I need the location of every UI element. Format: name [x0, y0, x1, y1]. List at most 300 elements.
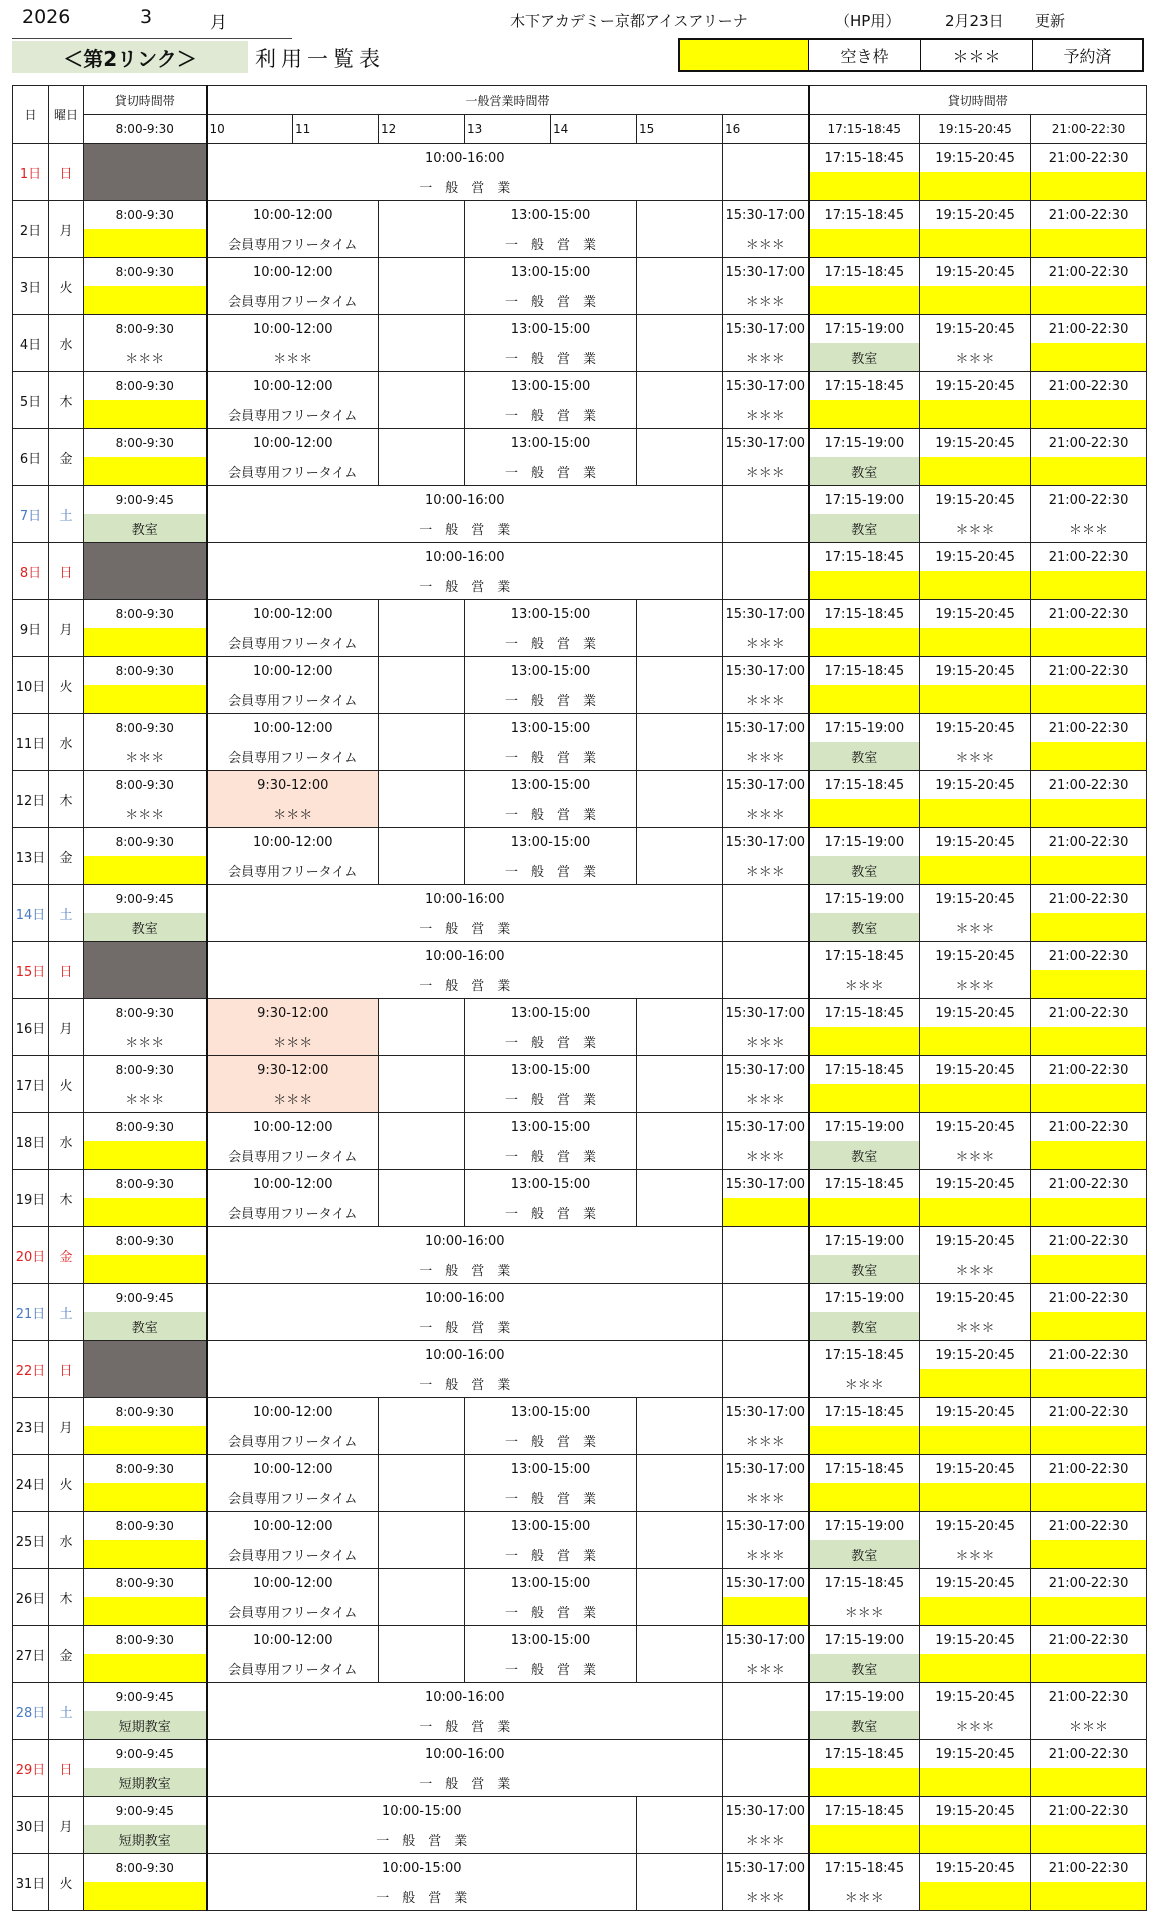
- general-full-label: 一 般 営 業: [207, 1312, 723, 1341]
- evening-slot-2-status: [920, 1426, 1031, 1455]
- evening-slot-2-status: ＊＊＊: [920, 1255, 1031, 1284]
- evening-slot-2-time: 19:15-20:45: [920, 1740, 1031, 1769]
- evening-slot-1-status: [809, 571, 920, 600]
- evening-slot-1-time: 17:15-18:45: [809, 1740, 920, 1769]
- evening-slot-2-status: [920, 1825, 1031, 1854]
- evening-slot-1-time: 17:15-18:45: [809, 1455, 920, 1484]
- general-slot-3-time: 15:30-17:00: [723, 999, 809, 1028]
- general-full-label: 一 般 営 業: [207, 970, 723, 999]
- evening-slot-2-time: 19:15-20:45: [920, 1284, 1031, 1313]
- general-gap-cell: [637, 429, 723, 486]
- evening-slot-2-status: [920, 628, 1031, 657]
- general-slot-3-status: ＊＊＊: [723, 1426, 809, 1455]
- evening-slot-2-time: 19:15-20:45: [920, 1398, 1031, 1427]
- evening-slot-2-status: [920, 1198, 1031, 1227]
- evening-slot-2-time: 19:15-20:45: [920, 828, 1031, 857]
- evening-slot-3-status: [1031, 1369, 1147, 1398]
- weekday-cell: 火: [49, 1056, 84, 1113]
- evening-slot-3-time: 21:00-22:30: [1031, 1854, 1147, 1883]
- morning-slot-status: [84, 1426, 207, 1455]
- general-slot-1-status: 会員専用フリータイム: [207, 400, 379, 429]
- morning-slot-status: ＊＊＊: [84, 799, 207, 828]
- evening-slot-1-status: ＊＊＊: [809, 970, 920, 999]
- morning-slot-status: 短期教室: [84, 1825, 207, 1854]
- weekday-cell: 木: [49, 1569, 84, 1626]
- legend-available-swatch: [680, 40, 808, 70]
- day-cell: 4日: [13, 315, 49, 372]
- day-cell: 20日: [13, 1227, 49, 1284]
- evening-slot-2-status: [920, 1654, 1031, 1683]
- morning-slot-status: ＊＊＊: [84, 1027, 207, 1056]
- general-slot-2-time: 13:00-15:00: [465, 1170, 637, 1199]
- day-cell: 3日: [13, 258, 49, 315]
- general-slot-2-status: 一 般 営 業: [465, 400, 637, 429]
- general-slot-1-time: 10:00-12:00: [207, 1626, 379, 1655]
- morning-closed-cell: [84, 1341, 207, 1398]
- evening-slot-3-time: 21:00-22:30: [1031, 543, 1147, 572]
- morning-slot-time: 8:00-9:30: [84, 828, 207, 857]
- morning-slot-status: [84, 685, 207, 714]
- day-cell: 24日: [13, 1455, 49, 1512]
- table-row: [13, 657, 1147, 686]
- table-row: [13, 1284, 1147, 1313]
- header-month: 3: [140, 6, 153, 28]
- evening-slot-3-time: 21:00-22:30: [1031, 1455, 1147, 1484]
- evening-slot-3-status: [1031, 172, 1147, 201]
- evening-slot-2-status: [920, 286, 1031, 315]
- evening-slot-2-time: 19:15-20:45: [920, 201, 1031, 230]
- general-slot-1-time: 10:00-12:00: [207, 657, 379, 686]
- general-gap-cell: [379, 1569, 465, 1626]
- evening-slot-3-time: 21:00-22:30: [1031, 1056, 1147, 1085]
- evening-slot-header: 21:00-22:30: [1031, 115, 1147, 144]
- morning-slot-status: [84, 400, 207, 429]
- morning-slot-status: ＊＊＊: [84, 742, 207, 771]
- general-slot-3-status: ＊＊＊: [723, 1483, 809, 1512]
- evening-slot-2-status: [920, 457, 1031, 486]
- evening-slot-2-time: 19:15-20:45: [920, 372, 1031, 401]
- evening-slot-2-time: 19:15-20:45: [920, 1626, 1031, 1655]
- evening-slot-1-time: 17:15-19:00: [809, 1113, 920, 1142]
- day-cell: 25日: [13, 1512, 49, 1569]
- evening-slot-2-status: ＊＊＊: [920, 1312, 1031, 1341]
- general-slot-1-time: 10:00-12:00: [207, 258, 379, 287]
- evening-slot-3-time: 21:00-22:30: [1031, 1113, 1147, 1142]
- morning-slot-status: [84, 229, 207, 258]
- weekday-cell: 金: [49, 1227, 84, 1284]
- general-slot-2-status: 一 般 営 業: [465, 1198, 637, 1227]
- day-cell: 27日: [13, 1626, 49, 1683]
- table-row-sub: [13, 514, 1147, 543]
- morning-slot-time: 8:00-9:30: [84, 771, 207, 800]
- general-gap-cell: [637, 1455, 723, 1512]
- evening-slot-1-time: 17:15-19:00: [809, 1227, 920, 1256]
- evening-slot-1-time: 17:15-18:45: [809, 1854, 920, 1883]
- table-row-sub: [13, 742, 1147, 771]
- evening-slot-1-status: ＊＊＊: [809, 1882, 920, 1911]
- table-row-sub: [13, 1141, 1147, 1170]
- evening-slot-1-time: 17:15-18:45: [809, 771, 920, 800]
- evening-slot-1-status: [809, 799, 920, 828]
- general-slot-3-time: 15:30-17:00: [723, 828, 809, 857]
- evening-slot-1-time: 17:15-18:45: [809, 600, 920, 629]
- evening-slot-2-status: [920, 1768, 1031, 1797]
- day-cell: 18日: [13, 1113, 49, 1170]
- weekday-cell: 月: [49, 1797, 84, 1854]
- general-slot-3-status: ＊＊＊: [723, 1654, 809, 1683]
- weekday-cell: 火: [49, 258, 84, 315]
- general-full-label: 一 般 営 業: [207, 514, 723, 543]
- evening-slot-1-time: 17:15-18:45: [809, 543, 920, 572]
- weekday-cell: 月: [49, 999, 84, 1056]
- evening-slot-3-status: [1031, 742, 1147, 771]
- general-slot-2-status: 一 般 営 業: [465, 799, 637, 828]
- morning-slot-status: 短期教室: [84, 1711, 207, 1740]
- table-row-sub: [13, 1198, 1147, 1227]
- schedule-table: [12, 85, 1147, 1911]
- evening-slot-1-status: [809, 1198, 920, 1227]
- day-cell: 19日: [13, 1170, 49, 1227]
- general-slot-1-time: 10:00-12:00: [207, 1455, 379, 1484]
- evening-slot-1-time: 17:15-19:00: [809, 1626, 920, 1655]
- legend-reserved-label: 予約済: [1032, 40, 1142, 70]
- general-slot-2-time: 13:00-15:00: [465, 600, 637, 629]
- general-gap-cell: [379, 1056, 465, 1113]
- general-empty-cell: [723, 1740, 809, 1797]
- morning-slot-status: [84, 1882, 207, 1911]
- evening-slot-3-status: ＊＊＊: [1031, 1711, 1147, 1740]
- table-row: [13, 714, 1147, 743]
- general-slot-3-status: ＊＊＊: [723, 1141, 809, 1170]
- evening-slot-1-status: [809, 1483, 920, 1512]
- weekday-cell: 火: [49, 1854, 84, 1911]
- evening-slot-1-status: 教室: [809, 1312, 920, 1341]
- general-slot-1-status: 会員専用フリータイム: [207, 1597, 379, 1626]
- evening-slot-2-time: 19:15-20:45: [920, 1113, 1031, 1142]
- general-gap-cell: [637, 1113, 723, 1170]
- morning-slot-time: 9:00-9:45: [84, 1797, 207, 1826]
- table-row: [13, 1569, 1147, 1598]
- general-gap-cell: [637, 1512, 723, 1569]
- day-cell: 30日: [13, 1797, 49, 1854]
- evening-slot-3-time: 21:00-22:30: [1031, 1284, 1147, 1313]
- morning-slot-time: 9:00-9:45: [84, 885, 207, 914]
- general-slot-1-status: 会員専用フリータイム: [207, 1654, 379, 1683]
- hour-tick: 15: [637, 115, 723, 144]
- general-slot-3-status: ＊＊＊: [723, 856, 809, 885]
- evening-slot-2-status: [920, 1369, 1031, 1398]
- general-slot-3-status: ＊＊＊: [723, 1027, 809, 1056]
- general-slot-3-time: 15:30-17:00: [723, 1398, 809, 1427]
- general-slot-3-status: ＊＊＊: [723, 685, 809, 714]
- general-slot-1-status: 会員専用フリータイム: [207, 628, 379, 657]
- evening-slot-2-status: [920, 1882, 1031, 1911]
- day-cell: 31日: [13, 1854, 49, 1911]
- evening-slot-2-time: 19:15-20:45: [920, 144, 1031, 173]
- general-slot-2-time: 13:00-15:00: [465, 1455, 637, 1484]
- evening-slot-3-time: 21:00-22:30: [1031, 201, 1147, 230]
- morning-slot-time: 9:00-9:45: [84, 1284, 207, 1313]
- table-row: [13, 828, 1147, 857]
- evening-slot-2-status: ＊＊＊: [920, 514, 1031, 543]
- evening-slot-2-time: 19:15-20:45: [920, 1056, 1031, 1085]
- general-gap-cell: [637, 258, 723, 315]
- general-slot-1-status: 会員専用フリータイム: [207, 742, 379, 771]
- general-slot-2-status: 一 般 営 業: [465, 1483, 637, 1512]
- general-empty-cell: [723, 1284, 809, 1341]
- evening-slot-2-time: 19:15-20:45: [920, 1170, 1031, 1199]
- evening-slot-3-status: [1031, 1198, 1147, 1227]
- hour-tick: 11: [293, 115, 379, 144]
- general-slot-2-time: 13:00-15:00: [465, 258, 637, 287]
- morning-slot-status: 教室: [84, 1312, 207, 1341]
- morning-slot-status: [84, 856, 207, 885]
- evening-slot-2-time: 19:15-20:45: [920, 1341, 1031, 1370]
- evening-slot-2-time: 19:15-20:45: [920, 657, 1031, 686]
- general-slot-1-time: 10:00-12:00: [207, 201, 379, 230]
- table-row: [13, 1512, 1147, 1541]
- evening-slot-3-time: 21:00-22:30: [1031, 1512, 1147, 1541]
- evening-slot-1-time: 17:15-18:45: [809, 1797, 920, 1826]
- evening-slot-1-time: 17:15-18:45: [809, 1341, 920, 1370]
- general-gap-cell: [637, 1569, 723, 1626]
- general-full-time: 10:00-16:00: [207, 1740, 723, 1769]
- table-row: [13, 1227, 1147, 1256]
- evening-slot-2-time: 19:15-20:45: [920, 1797, 1031, 1826]
- day-cell: 26日: [13, 1569, 49, 1626]
- table-row-sub: [13, 1483, 1147, 1512]
- evening-slot-2-status: ＊＊＊: [920, 1711, 1031, 1740]
- general-gap-cell: [637, 1854, 723, 1911]
- table-row-sub: [13, 1312, 1147, 1341]
- evening-slot-3-time: 21:00-22:30: [1031, 429, 1147, 458]
- evening-slot-3-status: [1031, 1882, 1147, 1911]
- day-cell: 7日: [13, 486, 49, 543]
- general-gap-cell: [379, 372, 465, 429]
- evening-slot-3-status: [1031, 457, 1147, 486]
- evening-slot-3-time: 21:00-22:30: [1031, 771, 1147, 800]
- general-slot-3-status: ＊＊＊: [723, 799, 809, 828]
- general-slot-2-time: 13:00-15:00: [465, 429, 637, 458]
- table-row: [13, 372, 1147, 401]
- morning-slot-time: 9:00-9:45: [84, 486, 207, 515]
- general-slot-3-time: 15:30-17:00: [723, 600, 809, 629]
- general-slot-1-status: ＊＊＊: [207, 1027, 379, 1056]
- general-slot-3-time: 15:30-17:00: [723, 372, 809, 401]
- general-slot-3-status: ＊＊＊: [723, 1825, 809, 1854]
- evening-slot-2-time: 19:15-20:45: [920, 600, 1031, 629]
- evening-slot-3-status: [1031, 1825, 1147, 1854]
- morning-slot-time: 8:00-9:30: [84, 1455, 207, 1484]
- evening-slot-2-time: 19:15-20:45: [920, 486, 1031, 515]
- general-slot-3-time: 15:30-17:00: [723, 315, 809, 344]
- general-full-label: 一 般 営 業: [207, 913, 723, 942]
- evening-slot-3-time: 21:00-22:30: [1031, 999, 1147, 1028]
- general-gap-cell: [637, 828, 723, 885]
- table-row: [13, 1113, 1147, 1142]
- morning-slot-time: 8:00-9:30: [84, 1398, 207, 1427]
- evening-slot-2-status: [920, 1483, 1031, 1512]
- evening-slot-3-time: 21:00-22:30: [1031, 1569, 1147, 1598]
- day-cell: 10日: [13, 657, 49, 714]
- general-slot-3-status: ＊＊＊: [723, 628, 809, 657]
- general-gap-cell: [637, 1398, 723, 1455]
- general-gap-cell: [379, 999, 465, 1056]
- evening-slot-3-time: 21:00-22:30: [1031, 486, 1147, 515]
- evening-slot-header: 17:15-18:45: [809, 115, 920, 144]
- evening-slot-1-status: 教室: [809, 913, 920, 942]
- evening-slot-1-time: 17:15-19:00: [809, 828, 920, 857]
- general-slot-2-time: 13:00-15:00: [465, 315, 637, 344]
- day-cell: 23日: [13, 1398, 49, 1455]
- general-gap-cell: [637, 372, 723, 429]
- morning-slot-status: 短期教室: [84, 1768, 207, 1797]
- general-gap-cell: [637, 600, 723, 657]
- morning-slot-time: 8:00-9:30: [84, 600, 207, 629]
- evening-slot-1-time: 17:15-19:00: [809, 1512, 920, 1541]
- general-gap-cell: [637, 1626, 723, 1683]
- evening-slot-1-time: 17:15-18:45: [809, 1569, 920, 1598]
- weekday-cell: 月: [49, 600, 84, 657]
- evening-slot-2-time: 19:15-20:45: [920, 1854, 1031, 1883]
- general-empty-cell: [723, 1227, 809, 1284]
- general-group-header: 一般営業時間帯: [207, 86, 809, 115]
- hour-tick: 12: [379, 115, 465, 144]
- general-slot-1-time: 10:00-12:00: [207, 1569, 379, 1598]
- general-slot-2-status: 一 般 営 業: [465, 1141, 637, 1170]
- general-slot-2-status: 一 般 営 業: [465, 343, 637, 372]
- evening-slot-3-time: 21:00-22:30: [1031, 372, 1147, 401]
- evening-slot-3-status: [1031, 799, 1147, 828]
- morning-slot-status: [84, 1255, 207, 1284]
- table-row-sub: [13, 799, 1147, 828]
- evening-slot-1-status: [809, 1768, 920, 1797]
- evening-slot-1-time: 17:15-19:00: [809, 1284, 920, 1313]
- evening-slot-2-time: 19:15-20:45: [920, 771, 1031, 800]
- morning-slot-status: ＊＊＊: [84, 1084, 207, 1113]
- evening-slot-2-status: ＊＊＊: [920, 970, 1031, 999]
- evening-slot-1-status: 教室: [809, 343, 920, 372]
- hour-tick: 13: [465, 115, 551, 144]
- evening-slot-2-time: 19:15-20:45: [920, 258, 1031, 287]
- table-row-sub: [13, 1027, 1147, 1056]
- table-row: [13, 1056, 1147, 1085]
- morning-slot-time: 8:00-9:30: [84, 1227, 207, 1256]
- legend: [678, 38, 1144, 72]
- general-slot-3-time: 15:30-17:00: [723, 1455, 809, 1484]
- weekday-cell: 水: [49, 1113, 84, 1170]
- general-full-time: 10:00-16:00: [207, 1284, 723, 1313]
- evening-slot-1-time: 17:15-19:00: [809, 885, 920, 914]
- general-gap-cell: [637, 1056, 723, 1113]
- evening-slot-1-time: 17:15-18:45: [809, 1056, 920, 1085]
- evening-slot-3-status: [1031, 1027, 1147, 1056]
- table-row: [13, 771, 1147, 800]
- weekday-col-header: 曜日: [49, 86, 84, 144]
- table-row-sub: [13, 343, 1147, 372]
- evening-slot-3-status: [1031, 856, 1147, 885]
- general-gap-cell: [637, 657, 723, 714]
- weekday-cell: 土: [49, 1683, 84, 1740]
- general-slot-1-status: 会員専用フリータイム: [207, 457, 379, 486]
- weekday-cell: 日: [49, 1341, 84, 1398]
- general-slot-2-time: 13:00-15:00: [465, 1398, 637, 1427]
- general-slot-2-status: 一 般 営 業: [465, 1654, 637, 1683]
- general-slot-2-time: 13:00-15:00: [465, 1626, 637, 1655]
- general-slot-2-status: 一 般 営 業: [465, 856, 637, 885]
- day-cell: 28日: [13, 1683, 49, 1740]
- evening-slot-1-status: 教室: [809, 742, 920, 771]
- general-gap-cell: [637, 1170, 723, 1227]
- general-long-time: 10:00-15:00: [207, 1854, 637, 1883]
- weekday-cell: 日: [49, 1740, 84, 1797]
- evening-slot-3-time: 21:00-22:30: [1031, 315, 1147, 344]
- table-row-sub: [13, 1426, 1147, 1455]
- evening-slot-1-status: ＊＊＊: [809, 1597, 920, 1626]
- general-long-time: 10:00-15:00: [207, 1797, 637, 1826]
- weekday-cell: 月: [49, 201, 84, 258]
- morning-slot-time: 8:00-9:30: [84, 429, 207, 458]
- evening-slot-1-time: 17:15-19:00: [809, 429, 920, 458]
- general-slot-2-time: 13:00-15:00: [465, 657, 637, 686]
- evening-slot-2-status: ＊＊＊: [920, 1540, 1031, 1569]
- table-row: [13, 1740, 1147, 1769]
- general-gap-cell: [379, 1626, 465, 1683]
- general-full-label: 一 般 営 業: [207, 172, 723, 201]
- day-cell: 1日: [13, 144, 49, 201]
- general-slot-2-status: 一 般 営 業: [465, 1597, 637, 1626]
- evening-slot-1-time: 17:15-18:45: [809, 942, 920, 971]
- day-cell: 12日: [13, 771, 49, 828]
- evening-slot-3-status: [1031, 970, 1147, 999]
- morning-group-header: 貸切時間帯: [84, 86, 207, 115]
- general-slot-3-status: ＊＊＊: [723, 1084, 809, 1113]
- morning-slot-status: [84, 1141, 207, 1170]
- evening-slot-2-status: [920, 229, 1031, 258]
- evening-slot-3-status: [1031, 1654, 1147, 1683]
- general-long-label: 一 般 営 業: [207, 1825, 637, 1854]
- evening-slot-1-status: 教室: [809, 1141, 920, 1170]
- general-gap-cell: [637, 714, 723, 771]
- general-slot-1-time: 10:00-12:00: [207, 828, 379, 857]
- header-underline: [12, 38, 292, 39]
- table-row-sub: [13, 685, 1147, 714]
- table-row-sub: [13, 1084, 1147, 1113]
- general-gap-cell: [379, 1455, 465, 1512]
- general-slot-3-time: 15:30-17:00: [723, 1056, 809, 1085]
- evening-slot-1-status: 教室: [809, 1540, 920, 1569]
- evening-slot-3-time: 21:00-22:30: [1031, 714, 1147, 743]
- evening-slot-2-time: 19:15-20:45: [920, 942, 1031, 971]
- general-gap-cell: [379, 1398, 465, 1455]
- general-empty-cell: [723, 942, 809, 999]
- general-slot-1-status: 会員専用フリータイム: [207, 856, 379, 885]
- morning-closed-cell: [84, 543, 207, 600]
- general-slot-3-status: ＊＊＊: [723, 742, 809, 771]
- morning-slot-time: 8:00-9:30: [84, 657, 207, 686]
- day-cell: 15日: [13, 942, 49, 999]
- hour-tick: 10: [207, 115, 293, 144]
- general-gap-cell: [379, 429, 465, 486]
- general-slot-1-time: 10:00-12:00: [207, 714, 379, 743]
- general-slot-3-status: ＊＊＊: [723, 286, 809, 315]
- general-slot-2-time: 13:00-15:00: [465, 201, 637, 230]
- page-title: 利用一覧表: [255, 47, 385, 71]
- morning-slot-status: ＊＊＊: [84, 343, 207, 372]
- evening-slot-3-status: [1031, 229, 1147, 258]
- table-row: [13, 1797, 1147, 1826]
- evening-group-header: 貸切時間帯: [809, 86, 1147, 115]
